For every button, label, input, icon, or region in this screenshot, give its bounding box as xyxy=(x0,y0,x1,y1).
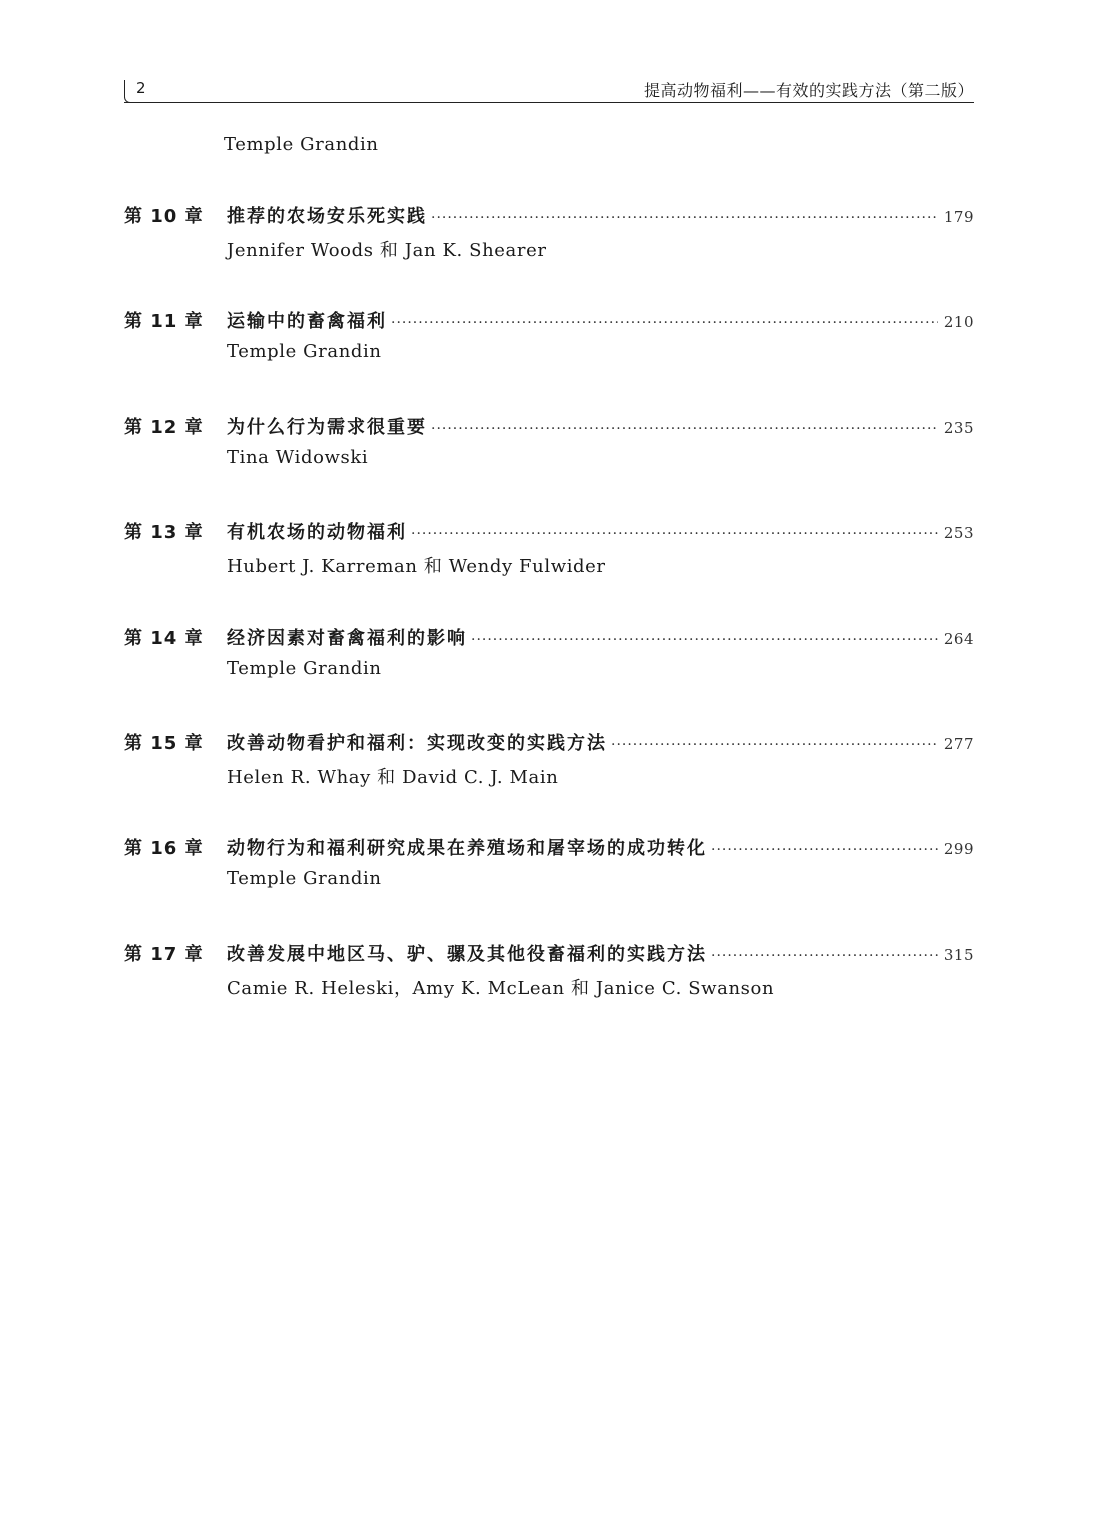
toc-entry[interactable] xyxy=(124,834,974,939)
chapter-number: 第 17 章 xyxy=(124,943,204,965)
dot-leader xyxy=(471,632,938,648)
dot-leader xyxy=(611,737,938,753)
page-ref: 264 xyxy=(943,629,974,648)
dot-leader xyxy=(711,842,938,858)
chapter-title: 动物行为和福利研究成果在养殖场和屠宰场的成功转化 xyxy=(227,838,707,860)
chapter-authors: Tina Widowski xyxy=(227,446,369,468)
chapter-authors: Helen R. Whay 和 David C. J. Main xyxy=(227,766,559,788)
toc-entry[interactable] xyxy=(124,413,974,518)
chapter-number: 第 11 章 xyxy=(124,311,204,333)
continued-author: Temple Grandin xyxy=(224,134,379,155)
chapter-title: 改善动物看护和福利：实现改变的实践方法 xyxy=(227,732,607,754)
toc-entry[interactable] xyxy=(124,307,974,412)
chapter-authors: Camie R. Heleski，Amy K. McLean 和 Janice C. Swanson xyxy=(227,977,775,999)
chapter-authors: Temple Grandin xyxy=(227,868,382,890)
page-ref: 179 xyxy=(943,208,974,226)
table-of-contents xyxy=(124,202,974,1045)
toc-entry[interactable] xyxy=(124,940,974,1045)
page-ref: 210 xyxy=(943,313,974,332)
header-corner-mark xyxy=(124,80,131,103)
toc-entry[interactable] xyxy=(124,518,974,623)
chapter-title: 有机农场的动物福利 xyxy=(227,522,407,544)
page-ref: 299 xyxy=(943,840,974,859)
chapter-number: 第 12 章 xyxy=(124,416,204,438)
dot-leader xyxy=(431,421,938,437)
chapter-number: 第 13 章 xyxy=(124,522,204,544)
chapter-title: 推荐的农场安乐死实践 xyxy=(227,206,427,227)
running-header xyxy=(124,76,974,103)
chapter-number: 第 15 章 xyxy=(124,732,204,754)
dot-leader xyxy=(711,948,938,964)
toc-entry[interactable] xyxy=(124,729,974,834)
page-ref: 277 xyxy=(943,734,974,753)
chapter-authors: Hubert J. Karreman 和 Wendy Fulwider xyxy=(227,556,606,578)
chapter-authors: Temple Grandin xyxy=(227,341,382,363)
chapter-title: 为什么行为需求很重要 xyxy=(227,416,427,438)
toc-entry[interactable] xyxy=(124,202,974,307)
chapter-title: 改善发展中地区马、驴、骡及其他役畜福利的实践方法 xyxy=(227,943,707,965)
page-ref: 235 xyxy=(943,418,974,437)
dot-leader xyxy=(411,526,938,542)
chapter-title: 经济因素对畜禽福利的影响 xyxy=(227,627,467,649)
dot-leader xyxy=(391,315,938,331)
chapter-number: 第 14 章 xyxy=(124,627,204,649)
chapter-authors: Jennifer Woods 和 Jan K. Shearer xyxy=(227,240,547,261)
dot-leader xyxy=(431,210,938,226)
chapter-number: 第 16 章 xyxy=(124,838,204,860)
page-ref: 315 xyxy=(943,945,974,964)
toc-entry[interactable] xyxy=(124,624,974,729)
chapter-number: 第 10 章 xyxy=(124,206,204,227)
page-ref: 253 xyxy=(943,524,974,543)
chapter-authors: Temple Grandin xyxy=(227,657,382,679)
chapter-title: 运输中的畜禽福利 xyxy=(227,311,387,333)
page-number: 2 xyxy=(136,79,146,97)
running-title: 提高动物福利——有效的实践方法（第二版） xyxy=(643,81,974,100)
